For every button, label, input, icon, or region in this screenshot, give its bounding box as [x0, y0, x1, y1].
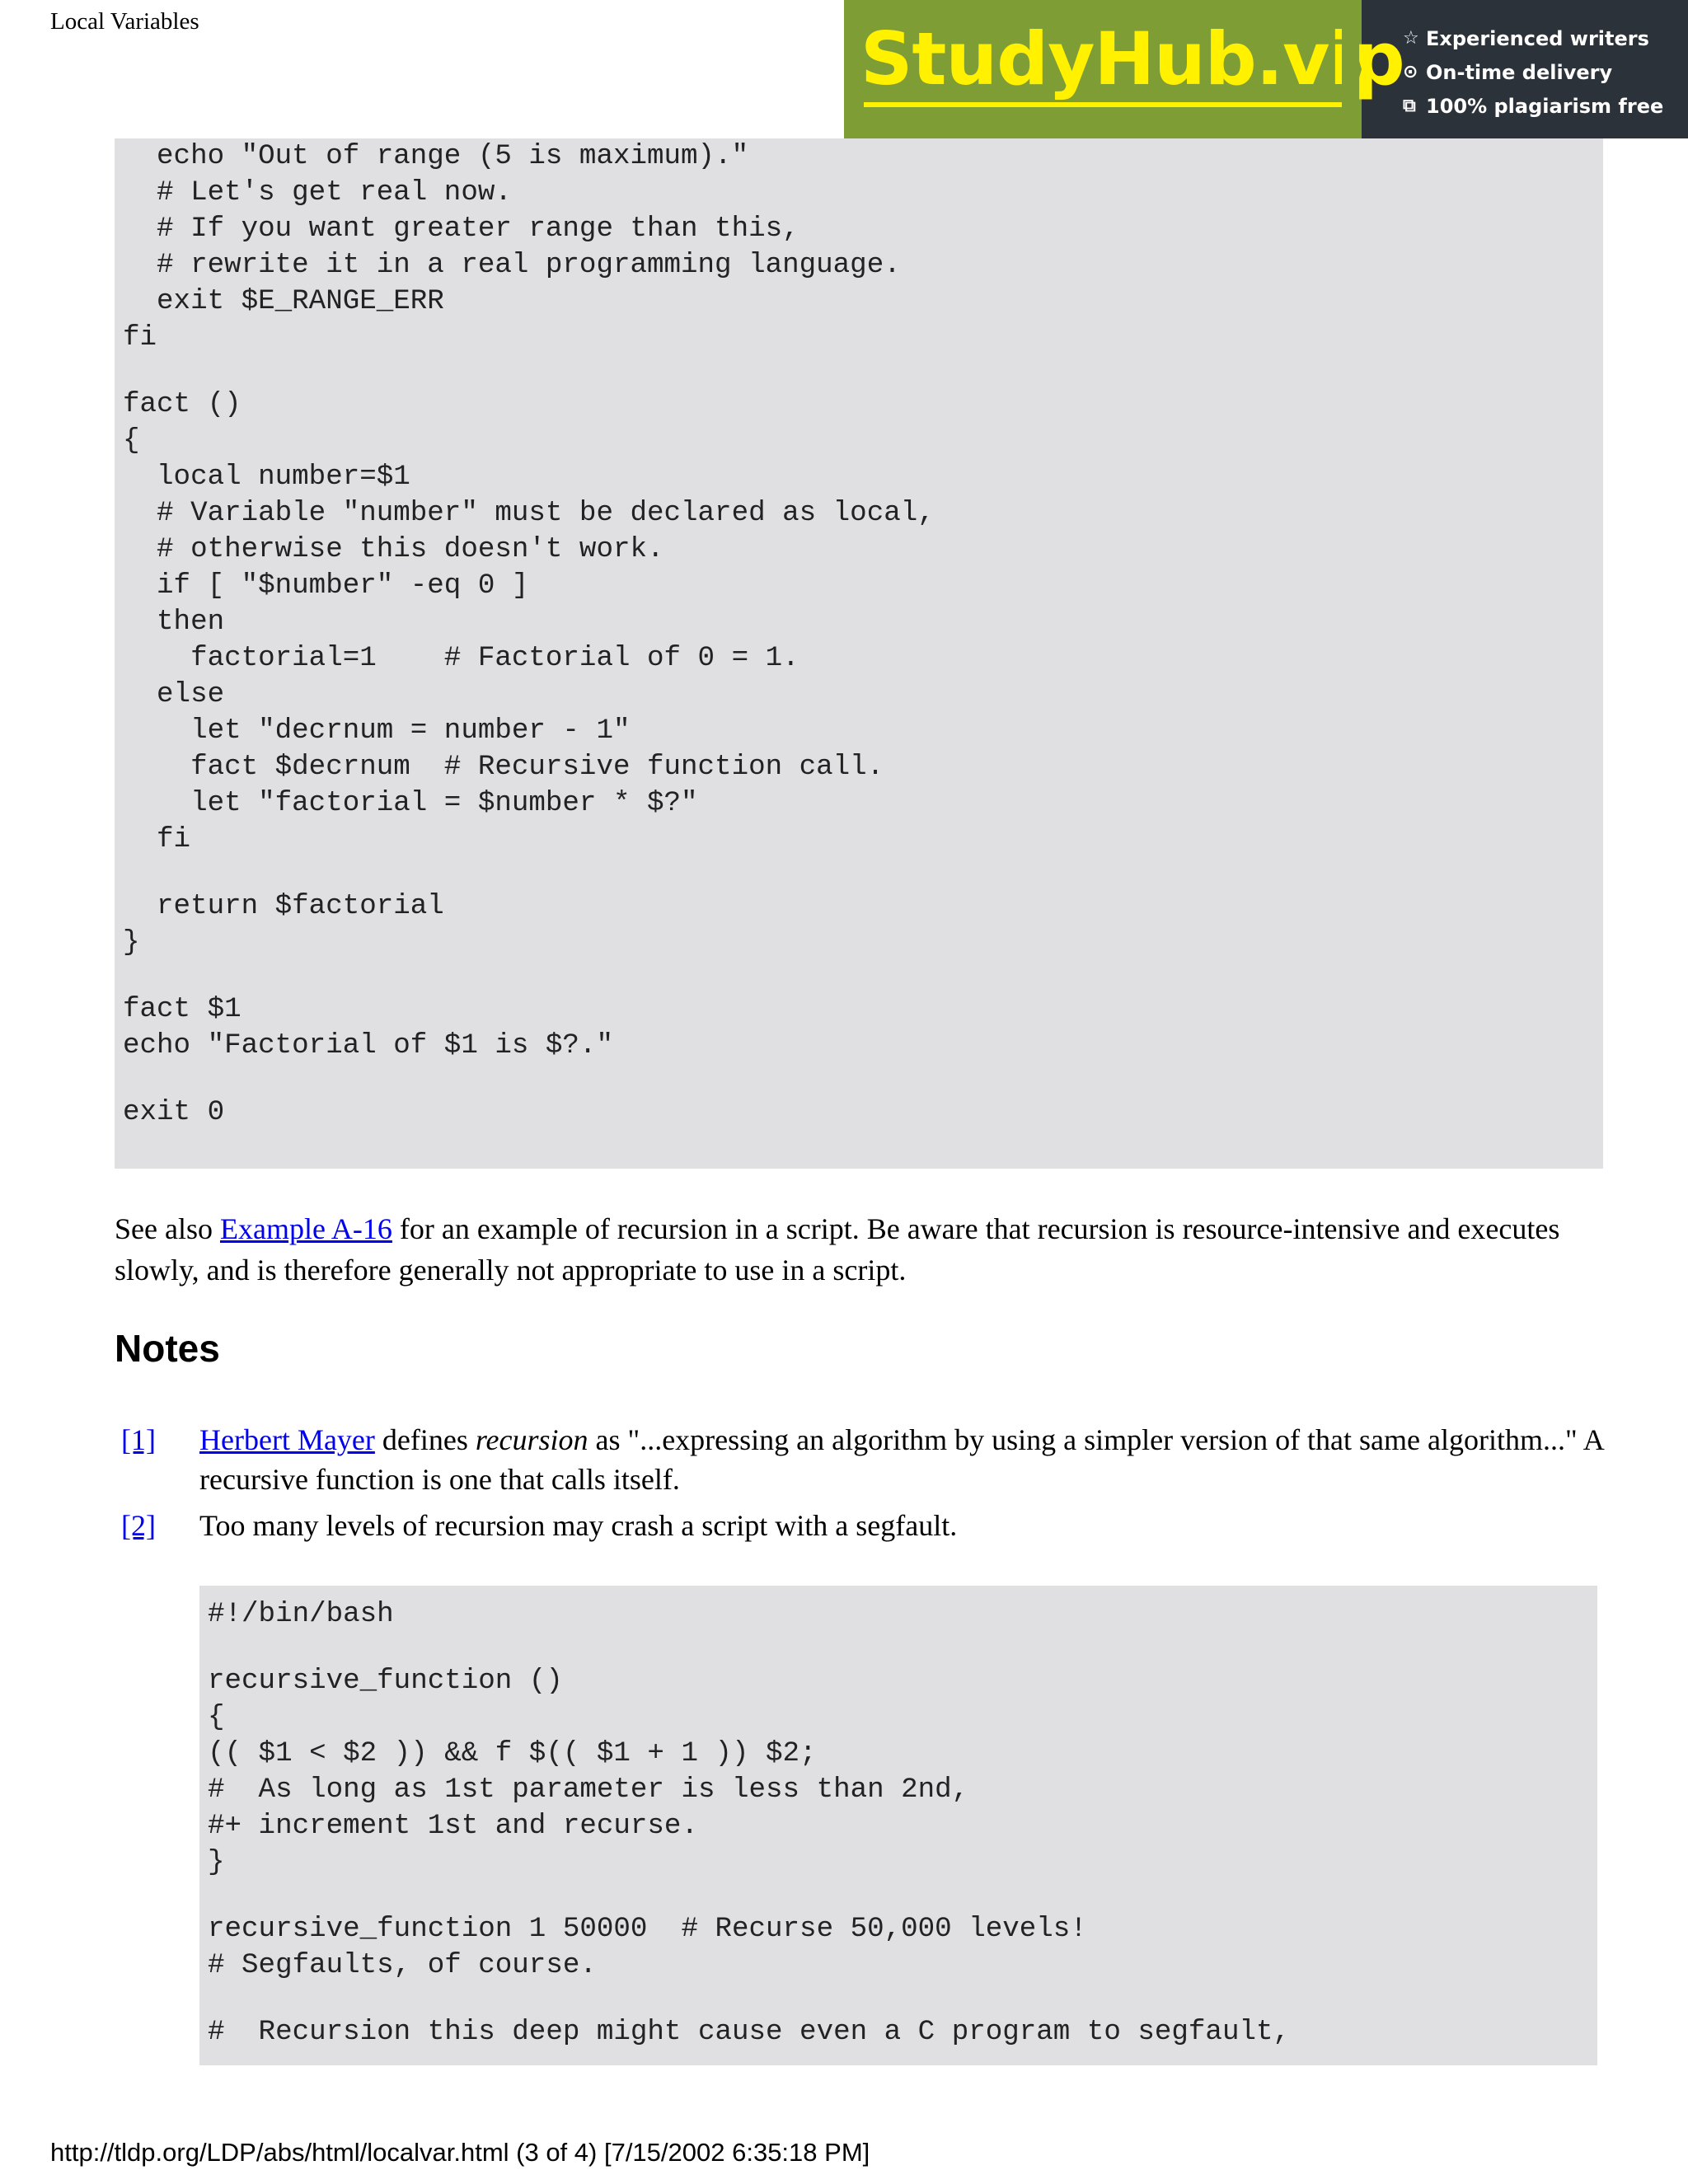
code-line: recursive_function 1 50000 # Recurse 50,000 levels!: [208, 1914, 1087, 1945]
code-line: #+ increment 1st and recurse.: [208, 1811, 698, 1842]
code-line: exit 0: [123, 1097, 225, 1128]
code-line: # otherwise this doesn't work.: [123, 534, 664, 565]
footnote-1-text-b: as "...expressing an algorithm by using a simpler version of that same algorithm..." A recursive function is one that calls itself.: [199, 1423, 1603, 1496]
code-line: (( $1 < $2 )) && f $(( $1 + 1 )) $2;: [208, 1738, 817, 1769]
see-also-prefix: See also: [115, 1212, 220, 1245]
code-line: echo "Out of range (5 is maximum).": [123, 141, 749, 172]
see-also-paragraph: [115, 1208, 1615, 1291]
code-line: }: [123, 927, 140, 958]
code-line: fact (): [123, 389, 241, 420]
ad-features-panel: [1362, 0, 1688, 138]
code-line: [208, 1633, 1290, 1663]
code-block-factorial: [115, 138, 1603, 1169]
code-line: {: [208, 1702, 225, 1733]
footnote-1-text-a: defines: [374, 1423, 476, 1456]
code-line: [123, 1064, 935, 1094]
page-header-title: Local Variables: [50, 8, 199, 35]
ad-feature-on-time: [1403, 55, 1688, 89]
footnote-1-text: [199, 1420, 1634, 1499]
herbert-mayer-link[interactable]: Herbert Mayer: [199, 1423, 375, 1456]
see-also-suffix: for an example of recursion in a script. Be aware that recursion is resource-intensive and executes slowly, and is therefore generally not appropriate to use in a script.: [115, 1212, 1560, 1286]
code-line: else: [123, 679, 225, 710]
code-line: fi: [123, 322, 157, 354]
copy-icon: ⧉: [1403, 96, 1416, 116]
page-footer-url: http://tldp.org/LDP/abs/html/localvar.html (3 of 4) [7/15/2002 6:35:18 PM]: [50, 2138, 870, 2167]
code-line: }: [208, 1847, 225, 1878]
code-line: # Variable "number" must be declared as local,: [123, 498, 935, 529]
code-line: {: [123, 425, 140, 457]
code-line: # Segfaults, of course.: [208, 1950, 597, 1981]
code-line: recursive_function (): [208, 1666, 563, 1697]
ad-feature-label: On-time delivery: [1426, 60, 1613, 84]
code-line: #!/bin/bash: [208, 1599, 394, 1630]
code-line: [208, 1984, 1290, 2014]
ad-feature-plagiarism-free: [1403, 89, 1688, 123]
code-line: if [ "$number" -eq 0 ]: [123, 570, 529, 602]
ad-brand-panel[interactable]: [844, 0, 1404, 138]
code-line: [123, 858, 935, 888]
code-line: [123, 356, 935, 387]
code-line: # rewrite it in a real programming language.: [123, 250, 901, 281]
ad-banner[interactable]: [844, 0, 1688, 138]
footnote-2-mark[interactable]: [2]: [121, 1509, 156, 1542]
ad-brand-underline: [864, 102, 1342, 107]
code-line: factorial=1 # Factorial of 0 = 1.: [123, 643, 799, 674]
star-icon: ☆: [1403, 28, 1419, 49]
example-a16-link[interactable]: Example A-16: [219, 1212, 392, 1245]
ad-divider: [1342, 0, 1362, 138]
code-block-recursion: [199, 1586, 1597, 2065]
code-line: echo "Factorial of $1 is $?.": [123, 1030, 613, 1062]
notes-heading: Notes: [115, 1327, 220, 1370]
code-line: # As long as 1st parameter is less than 2nd,: [208, 1774, 969, 1806]
code-line: # Let's get real now.: [123, 177, 512, 209]
footnote-2-text: Too many levels of recursion may crash a script with a segfault.: [199, 1509, 958, 1542]
ad-feature-experienced: [1403, 21, 1688, 55]
code-line: exit $E_RANGE_ERR: [123, 286, 444, 317]
code-line: # If you want greater range than this,: [123, 213, 799, 245]
code-line: local number=$1: [123, 462, 410, 493]
code-line: then: [123, 607, 225, 638]
code-line: # Recursion this deep might cause even a C program to segfault,: [208, 2017, 1291, 2048]
code-line: fact $decrnum # Recursive function call.: [123, 752, 884, 783]
code-line: let "decrnum = number - 1": [123, 715, 631, 747]
ad-feature-label: 100% plagiarism free: [1426, 94, 1664, 118]
footnote-1: [121, 1420, 1634, 1499]
code-line: [123, 961, 935, 991]
code-line: let "factorial = $number * $?": [123, 788, 698, 819]
footnote-1-mark[interactable]: [1]: [121, 1423, 156, 1456]
code-line: return $factorial: [123, 891, 444, 922]
code-line: [208, 1881, 1290, 1911]
footnote-2: [121, 1506, 1634, 1545]
ad-brand-logo[interactable]: StudyHub.vip: [860, 16, 1404, 101]
code-line: fact $1: [123, 994, 241, 1025]
ad-feature-label: Experienced writers: [1426, 26, 1649, 50]
footnote-1-emphasis: recursion: [475, 1423, 588, 1456]
clock-icon: ⊙: [1403, 62, 1418, 82]
code-line: fi: [123, 824, 191, 855]
